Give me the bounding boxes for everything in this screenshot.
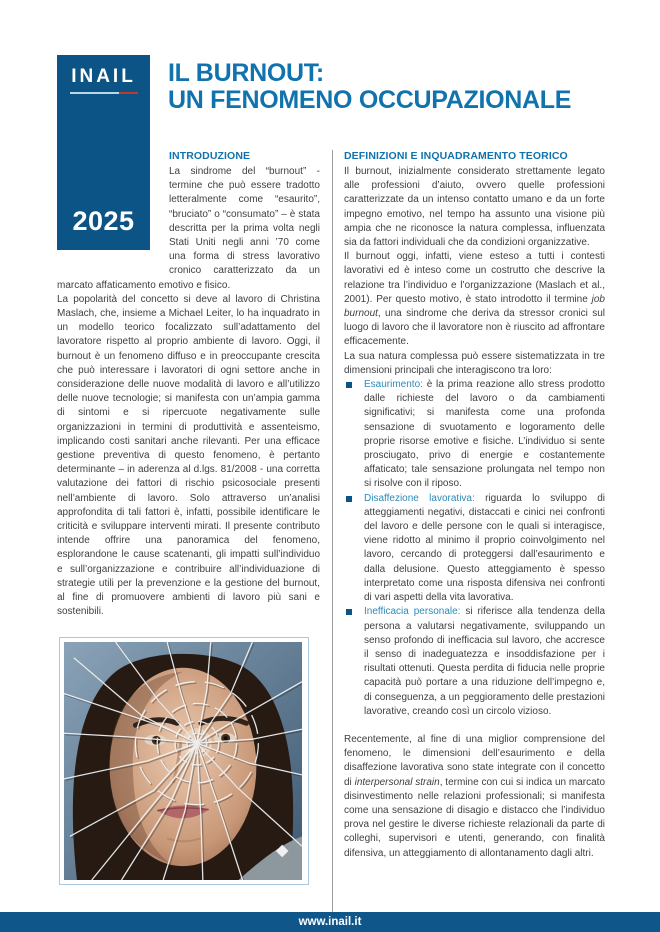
broken-glass-portrait-image [59, 637, 309, 885]
definitions-heading: DEFINIZIONI E INQUADRAMENTO TEORICO [344, 150, 568, 162]
definitions-column [344, 149, 605, 861]
list-item-esaurimento [344, 378, 605, 492]
closing-paragraph-post: , termine con cui si indica un marcato disinvestimento nelle relazioni professionali; si manifesta come una sensazione di disagio e distacco che l’individuo prova nel gestire le diverse richieste relazionali da parte di colleghi, supervisori e utenti, generando, con finalità difensiva, un atteggiamento di allontanamento dagli altri. [344, 776, 606, 859]
bullet-square-icon [346, 609, 352, 615]
definitions-paragraph-2-term: job burnout [344, 293, 605, 320]
closing-paragraph-pre: Recentemente, al fine di una miglior comprensione del fenomeno, le dimensioni dell’esaurimento e della disaffezione lavorativa sono state integrate con il concetto di [344, 733, 605, 788]
closing-paragraph [344, 733, 605, 861]
list-item-lead: Disaffezione lavorativa: [364, 492, 475, 504]
definitions-paragraph-2 [344, 250, 605, 349]
definitions-paragraph-2-pre: Il burnout oggi, infatti, viene esteso a tutti i contesti lavorativi ed è inteso come un costrutto che descrive la relazione tra l’individuo e l’organizzazione (Maslach et al., 2001). Per questo motivo, è stato introdotto il termine [344, 251, 605, 305]
closing-paragraph-term: interpersonal strain [354, 776, 440, 788]
intro-heading: INTRODUZIONE [169, 150, 251, 162]
dimensions-list [344, 378, 605, 719]
list-item-inefficacia [344, 605, 605, 719]
page-title-line2: UN FENOMENO OCCUPAZIONALE [168, 86, 572, 114]
list-item-lead: Esaurimento: [364, 379, 423, 391]
page-title [168, 60, 571, 114]
page-title-line1: IL BURNOUT: [168, 59, 324, 87]
inail-logo: INAIL [71, 66, 136, 87]
brand-box-spacer [57, 149, 169, 265]
bullet-square-icon [346, 496, 352, 502]
definitions-paragraph-2-post: , una sindrome che deriva da stressor cronici sul luogo di lavoro che il lavoratore non è riuscito ad affrontare efficacemente. [344, 308, 605, 348]
definitions-paragraph-1: Il burnout, inizialmente considerato strettamente legato alle professioni d’aiuto, ovvero quelle professioni caratterizzate da un intenso contatto umano e da un forte impegno emotivo, nel tempo ha assunto una visione più ampia che ne riconosce la natura complessa, influenzata sia da fattori individuali che da condizioni organizzative. [344, 166, 605, 249]
list-item-text: si riferisce alla tendenza della persona a valutarsi negativamente, sviluppando un senso profondo di inefficacia sul lavoro, che accresce il senso di inadeguatezza e insoddisfazione per i risultati ottenuti. Questa perdita di fiducia nelle proprie capacità può portare a una riduzione dell’impegno e, di conseguenza, a un peggioramento delle prestazioni lavorative, creando così un circolo vizioso. [364, 606, 605, 717]
footer-url-link[interactable]: www.inail.it [298, 916, 362, 928]
intro-paragraph-1: La sindrome del “burnout” - termine che può essere tradotto letteralmente come “esaurito”, “bruciato” o “consumato” – è stata descritta per la prima volta negli Stati Uniti negli anni ’70 come una forma di stress lavorativo cronico caratterizzato da un marcato affaticamento emotivo e fisico. [57, 166, 320, 291]
list-item-disaffezione [344, 492, 605, 606]
column-divider [332, 150, 333, 912]
definitions-paragraph-3: La sua natura complessa può essere sistematizzata in tre dimensioni principali che interagiscono tra loro: [344, 350, 605, 376]
bullet-square-icon [346, 382, 352, 388]
intro-column [57, 149, 320, 885]
year-badge: 2025 [72, 206, 135, 236]
inail-logo-underline-icon [70, 92, 138, 94]
footer-bar [0, 912, 660, 932]
list-item-text: è la prima reazione allo stress prodotto dalle richieste del lavoro o da cambiamenti significativi; si manifesta come una profonda sensazione di svuotamento e logoramento delle proprie risorse emotive e fisiche. L’individuo si sente prosciugato, privo di energie e costantemente affaticato; tale sensazione prolungata nel tempo non si risolve con il riposo. [364, 379, 605, 490]
list-item-lead: Inefficacia personale: [364, 606, 461, 618]
list-item-text: riguarda lo sviluppo di atteggiamenti negativi, distaccati e cinici nei confronti del lavoro e delle persone con le quali si interagisce, viene ridotto al minimo il proprio coinvolgimento nel lavoro, cercando di proteggersi dall’esaurimento e dalla delusione. Questo atteggiamento è spesso interpretato come una risposta difensiva nei confronti di vari aspetti della vita lavorativa. [364, 492, 605, 604]
intro-paragraph-2: La popolarità del concetto si deve al lavoro di Christina Maslach, che, insieme a Michael Leiter, lo ha inquadrato in un modello teorico focalizzato sull’adattamento del lavoratore rispetto al proprio ambiente di lavoro. Oggi, il burnout è un fenomeno diffuso e in preoccupante crescita che può interessare i lavoratori di ogni settore anche in considerazione delle nuove modalità di lavoro e all’utilizzo delle nuove tecnologie; si manifesta con un’ampia gamma di sintomi e si ripercuote negativamente sulle organizzazioni in termini di produttività e assenteismo, implicando costi sanitari anche rilevanti. Per una efficace gestione preventiva di questo fenomeno, è pertanto determinante – in aderenza al d.lgs. 81/2008 - una corretta valutazione dei fattori di rischio psicosociale presenti nell’ambiente di lavoro. Solo attraverso un’analisi approfondita di tali fattori è, infatti, possibile identificare le criticità e sviluppare interventi mirati. Il presente contributo intende offrire una panoramica del fenomeno, esplorandone le cause scatenanti, gli impatti sull’individuo e sull’organizzazione e contribuire all’individuazione di strategie utili per la prevenzione e la gestione del burnout, al fine di promuovere ambienti di lavoro più sani e sostenibili. [57, 293, 320, 618]
